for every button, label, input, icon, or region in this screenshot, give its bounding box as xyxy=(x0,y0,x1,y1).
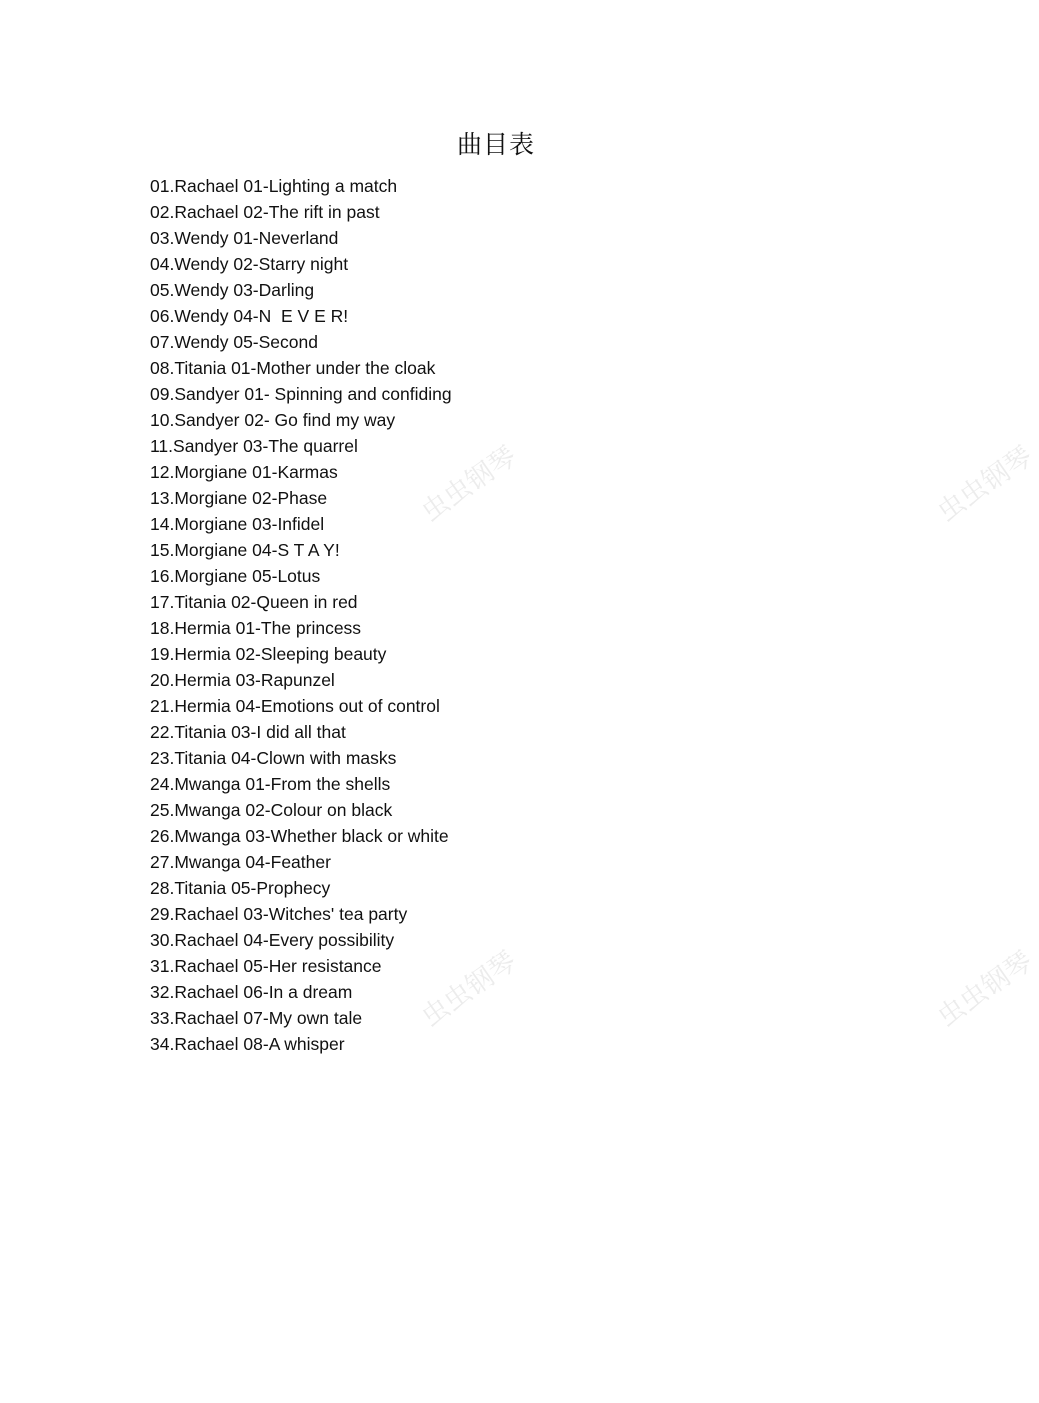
list-item: 27.Mwanga 04-Feather xyxy=(150,852,331,872)
watermark: 虫虫钢琴 xyxy=(932,440,1039,529)
track-list xyxy=(150,173,452,1057)
list-item: 31.Rachael 05-Her resistance xyxy=(150,956,382,976)
list-item: 01.Rachael 01-Lighting a match xyxy=(150,176,398,196)
list-item: 32.Rachael 06-In a dream xyxy=(150,982,353,1002)
list-item: 17.Titania 02-Queen in red xyxy=(150,592,358,612)
list-item: 18.Hermia 01-The princess xyxy=(150,618,362,638)
list-item: 04.Wendy 02-Starry night xyxy=(150,254,349,274)
list-item: 08.Titania 01-Mother under the cloak xyxy=(150,358,436,378)
page-title: 曲目表 xyxy=(456,130,535,159)
list-item: 06.Wendy 04-N E V E R! xyxy=(150,306,349,326)
list-item: 29.Rachael 03-Witches' tea party xyxy=(150,904,408,924)
list-item: 34.Rachael 08-A whisper xyxy=(150,1034,345,1054)
list-item: 12.Morgiane 01-Karmas xyxy=(150,462,338,482)
list-item: 03.Wendy 01-Neverland xyxy=(150,228,339,248)
list-item: 21.Hermia 04-Emotions out of control xyxy=(150,696,440,716)
list-item: 09.Sandyer 01- Spinning and confiding xyxy=(150,384,452,404)
list-item: 07.Wendy 05-Second xyxy=(150,332,318,352)
list-item: 33.Rachael 07-My own tale xyxy=(150,1008,363,1028)
list-item: 28.Titania 05-Prophecy xyxy=(150,878,331,898)
list-item: 05.Wendy 03-Darling xyxy=(150,280,315,300)
list-item: 26.Mwanga 03-Whether black or white xyxy=(150,826,449,846)
list-item: 23.Titania 04-Clown with masks xyxy=(150,748,397,768)
list-item: 25.Mwanga 02-Colour on black xyxy=(150,800,393,820)
list-item: 15.Morgiane 04-S T A Y! xyxy=(150,540,340,560)
list-item: 11.Sandyer 03-The quarrel xyxy=(150,436,358,456)
list-item: 20.Hermia 03-Rapunzel xyxy=(150,670,335,690)
list-item: 30.Rachael 04-Every possibility xyxy=(150,930,395,950)
watermark: 虫虫钢琴 xyxy=(932,945,1039,1034)
list-item: 19.Hermia 02-Sleeping beauty xyxy=(150,644,387,664)
watermark: 虫虫钢琴 xyxy=(416,440,523,529)
list-item: 14.Morgiane 03-Infidel xyxy=(150,514,325,534)
list-item: 13.Morgiane 02-Phase xyxy=(150,488,328,508)
list-item: 02.Rachael 02-The rift in past xyxy=(150,202,380,222)
watermark: 虫虫钢琴 xyxy=(416,945,523,1034)
list-item: 16.Morgiane 05-Lotus xyxy=(150,566,321,586)
list-item: 10.Sandyer 02- Go find my way xyxy=(150,410,396,430)
list-item: 24.Mwanga 01-From the shells xyxy=(150,774,391,794)
list-item: 22.Titania 03-I did all that xyxy=(150,722,346,742)
